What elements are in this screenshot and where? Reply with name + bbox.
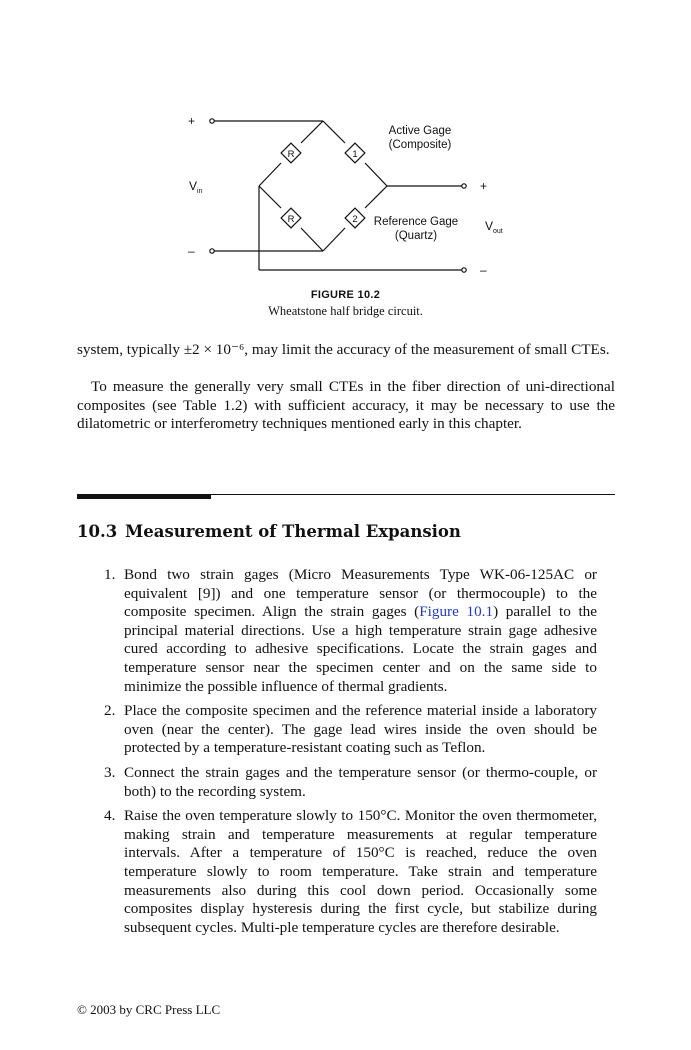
figure-10-1-link[interactable]: Figure 10.1 [419,603,494,621]
gage-2-label: 2 [352,214,358,225]
step-number: 2. [104,702,116,720]
reference-gage-label-line1: Reference Gage [373,216,459,228]
step-number: 4. [104,807,116,825]
section-divider-accent [77,494,211,499]
list-item [77,807,597,937]
procedure-list [77,566,597,943]
step-text: Raise the oven temperature slowly to 150°C. Monitor the oven thermometer, making strain and temperature measurements at regular temperature intervals. After a temperature of 150°C is reached, reduce the oven temperature slowly to room temperature. Take strain and temperature measurements also during this cool down period. Occasionally some composites display hysteresis during the first cycle, but stabilize during subsequent cycles. Multi-ple temperature cycles are therefore desirable. [124,807,597,936]
wheatstone-bridge-figure [160,108,520,298]
minus-in-label: – [188,244,195,258]
terminal-out-minus [462,268,466,272]
terminal-out-plus [462,184,466,188]
step-text: Connect the strain gages and the temperature sensor (or thermo-couple, or both) to the recording system. [124,763,597,800]
terminal-in-minus [210,249,214,253]
step-number: 1. [104,566,116,583]
figure-caption-text: Wheatstone half bridge circuit. [268,304,423,318]
vout-label: $V_{out}$ [485,219,503,235]
step-text: Place the composite specimen and the reference material inside a laboratory oven (near the center). The gage lead wires inside the oven should be protected by a temperature-resistant coating such as Teflon. [124,702,597,757]
bridge-diagram [160,108,520,298]
list-item [77,764,597,801]
vin-label: $V_{in}$ [189,179,203,195]
list-item [77,702,597,758]
active-gage-label-line2: (Composite) [388,139,452,151]
step-text-part: ) parallel to the principal material directions. Use a high temperature strain gage adhesive cured according to adhesive specifications. Locate the strain gages and temperature sensor near the specimen center and on the same side to minimize the possible influence of thermal gradients. [124,603,597,695]
active-gage-label-line1: Active Gage [388,125,452,137]
list-item [77,566,597,696]
plus-in-label: + [188,114,196,128]
section-heading [77,522,461,541]
gage-1-label: 1 [352,149,358,160]
paragraph-1: system, typically ±2 × 10⁻⁶, may limit the accuracy of the measurement of small CTEs. [77,341,610,358]
terminal-in-plus [210,119,214,123]
section-title: Measurement of Thermal Expansion [125,522,461,541]
paragraph-2: To measure the generally very small CTEs in the fiber direction of uni-directional composites (see Table 1.2) with sufficient accuracy, it may be necessary to use the dilatometric or interferometry techniques mentioned early in this chapter. [77,378,615,433]
figure-caption-title: FIGURE 10.2 [310,289,381,301]
r-top-label: R [287,149,295,160]
minus-out-label: – [480,263,487,277]
step-text-part: Bond two strain gages (Micro Measurements Type WK-06-125AC or equivalent [9]) and one temperature sensor (or thermocouple) to the composite specimen. Align the strain gages ( [124,566,597,621]
copyright-footer: © 2003 by CRC Press LLC [77,1002,221,1017]
step-number: 3. [104,763,116,781]
reference-gage-label-line2: (Quartz) [394,230,438,242]
section-number: 10.3 [77,522,118,541]
plus-out-label: + [480,179,488,193]
r-bottom-label: R [287,214,295,225]
